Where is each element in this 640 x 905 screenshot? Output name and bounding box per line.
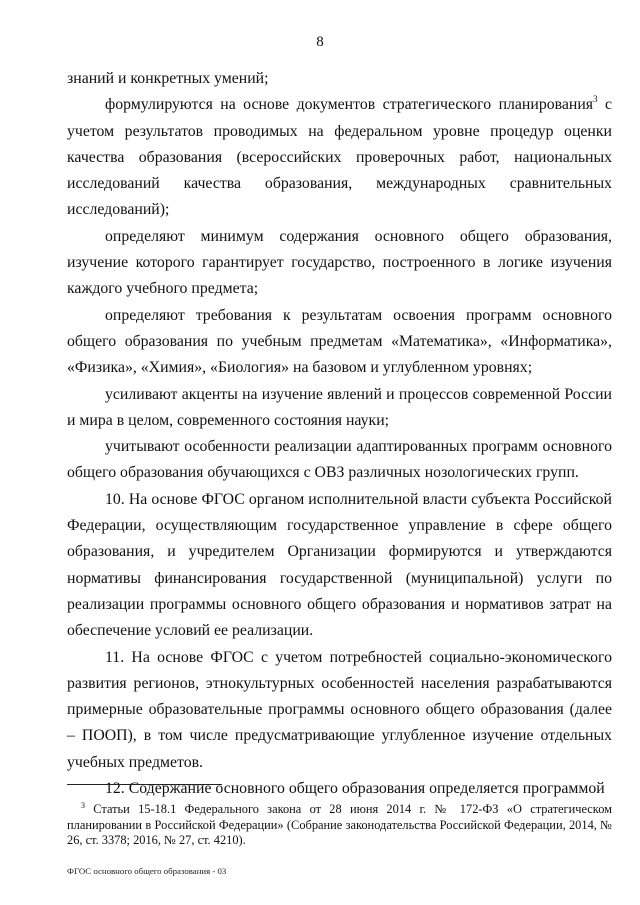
- paragraph: [67, 92, 612, 223]
- document-body: [67, 66, 612, 802]
- footnote-text: Статьи 15-18.1 Федерального закона от 28 июня 2014 г. № 172-ФЗ «О стратегическом планировании в Российской Федерации» (Собрание законодательства Российской Федерации, 2014, № 26, ст. 3378; 2016, № 27, ст. 4210).: [67, 802, 612, 848]
- paragraph: определяют требования к результатам освоения программ основного общего образования по учебным предметам «Математика», «Информатика», «Физика», «Химия», «Биология» на базовом и углубленном уровнях;: [67, 306, 612, 377]
- paragraph: 11. На основе ФГОС с учетом потребностей социально-экономического развития регионов, этнокультурных особенностей населения разрабатываются примерные образовательные программы основного общего образования (далее – ПООП), в том числе предусматривающие углубленное изучение отдельных учебных предметов.: [67, 648, 612, 771]
- footnote-divider: [67, 784, 222, 785]
- paragraph: усиливают акценты на изучение явлений и процессов современной России и мира в целом, современного состояния науки;: [67, 385, 612, 429]
- paragraph-text-continued: с учетом результатов проводимых на федеральном уровне процедур оценки качества образования (всероссийских проверочных работ, национальных исследований качества образования, международных сравнительных исследований);: [67, 96, 612, 219]
- page-footer: ФГОС основного общего образования - 03: [67, 866, 227, 876]
- footnote-reference: 3: [593, 94, 598, 105]
- footnote-marker: 3: [81, 801, 85, 810]
- paragraph: учитывают особенности реализации адаптированных программ основного общего образования обучающихся с ОВЗ различных нозологических групп.: [67, 438, 612, 482]
- page-number: 8: [316, 34, 324, 50]
- footnote: [67, 802, 612, 849]
- footnote-paragraph: [67, 802, 612, 849]
- paragraph: определяют минимум содержания основного общего образования, изучение которого гарантирует государство, построенного в логике изучения каждого учебного предмета;: [67, 227, 612, 298]
- paragraph: 10. На основе ФГОС органом исполнительной власти субъекта Российской Федерации, осуществляющим государственное управление в сфере общего образования, и учредителем Организации формируются и утверждаются нормативы финансирования государственной (муниципальной) услуги по реализации программы основного общего образования и нормативов затрат на обеспечение условий ее реализации.: [67, 490, 612, 640]
- paragraph: знаний и конкретных умений;: [67, 70, 269, 87]
- paragraph-text: формулируются на основе документов стратегического планирования: [105, 96, 594, 114]
- paragraph: 12. Содержание основного общего образования определяется программой: [105, 780, 605, 798]
